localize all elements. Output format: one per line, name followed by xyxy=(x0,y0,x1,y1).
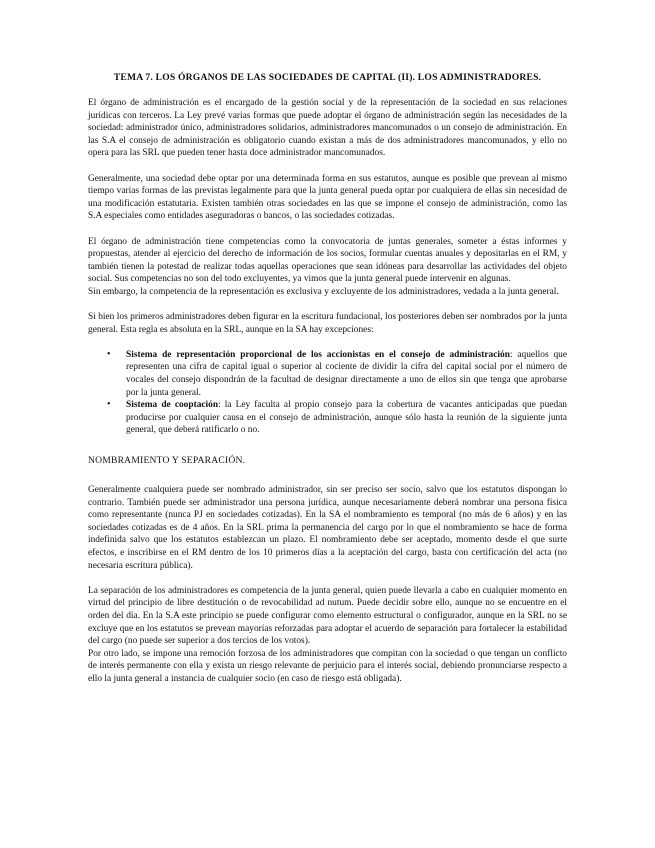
document-title: TEMA 7. LOS ÓRGANOS DE LAS SOCIEDADES DE CAPITAL (II). LOS ADMINISTRADORES. xyxy=(113,72,542,83)
paragraph-representacion: Sin embargo, la competencia de la representación es exclusiva y excluyente de los administradores, vedada a la junta general. xyxy=(88,286,559,297)
bullet-list xyxy=(88,349,567,437)
list-item-text: : aquellos que representen una cifra de capital igual o superior al cociente de dividir la cifra del capital social por el número de vocales del consejo dispondrán de la facultad de designar directamente a uno de ellos sin que tenga que aprobarse por la junta general. xyxy=(126,349,567,398)
list-item xyxy=(107,399,567,437)
section-gap xyxy=(88,437,567,455)
bullet-icon: • xyxy=(107,399,111,411)
paragraph-organo-administracion: El órgano de administración es el encargado de la gestión social y de la representación de la sociedad en sus relaciones jurídicas con terceros. La Ley prevé varias formas que puede adoptar el órgano de administración según las necesidades de la sociedad: administrador único, administradores solidarios, administradores mancomunados o un consejo de administración. En las S.A el consejo de administración es obligatorio cuando existan a más de dos administradores mancomunados, y ello no opera para las SRL que pueden tener hasta doce administrador mancomunados. xyxy=(88,98,567,159)
paragraph-gap xyxy=(88,572,567,585)
paragraph-gap xyxy=(88,336,567,349)
list-item-term: Sistema de cooptación xyxy=(126,400,219,411)
paragraph-gap xyxy=(88,223,567,236)
paragraph-gap xyxy=(88,160,567,173)
section-heading: NOMBRAMIENTO Y SEPARACIÓN. xyxy=(88,455,246,467)
section-gap xyxy=(88,466,567,484)
paragraph-nombramiento: Generalmente cualquiera puede ser nombrado administrador, sin ser preciso ser socio, salvo que los estatutos dispongan lo contrario. También puede ser administrador una persona jurídica, aunque necesariamente deberá nombrar una persona física como representante (nunca PJ en sociedades cotizadas). En la SA el nombramiento es temporal (no más de 6 años) y en las sociedades cotizadas es de 4 años. En la SRL prima la permanencia del cargo por lo que el nombramiento se hace de forma indefinida salvo que los estatutos establezcan un plazo. El nombramiento debe ser aceptado, momento desde el que surte efectos, e inscribirse en el RM dentro de los 10 primeros días a la aceptación del cargo, basta con certificación del acta (no necesaria escritura pública). xyxy=(88,485,567,571)
list-item-text: : la Ley faculta al propio consejo para la cobertura de vacantes anticipadas que puedan producirse por cualquier causa en el consejo de administración, aunque sólo hasta la reunión de la siguiente junta general, que deberá ratificarlo o no. xyxy=(126,400,567,436)
list-item-term: Sistema de representación proporcional de los accionistas en el consejo de administración xyxy=(126,349,510,360)
list-item xyxy=(107,348,567,399)
paragraph-nombramiento-intro: Si bien los primeros administradores deben figurar en la escritura fundacional, los posteriores deben ser nombrados por la junta general. Esta regla es absoluta en la SRL, aunque en la SA hay excepciones: xyxy=(88,312,567,335)
bullet-icon: • xyxy=(107,348,111,360)
paragraph-competencias: El órgano de administración tiene competencias como la convocatoria de juntas generales, someter a éstas informes y propuestas, atender al ejercicio del derecho de información de los socios, formular cuentas anuales y depositarlas en el RM, y también tienen la potestad de realizar todas aquellas operaciones que sean idóneas para desarrollar las actividades del objeto social. Sus competencias no son del todo excluyentes, ya vimos que la junta general puede intervenir en algunas. xyxy=(88,236,567,285)
paragraph-gap xyxy=(88,299,567,312)
paragraph-remocion: Por otro lado, se impone una remoción forzosa de los administradores que compitan con la sociedad o que tengan un conflicto de interés permanente con ella y exista un riesgo relevante de perjuicio para el interés social, debiendo pronunciarse respecto a ello la junta general a instancia de cualquier socio (en caso de riesgo está obligada). xyxy=(88,648,567,684)
paragraph-separacion: La separación de los administradores es competencia de la junta general, quien puede llevarla a cabo en cualquier momento en virtud del principio de libre destitución o de revocabilidad ad nutum. Puede decidir sobre ello, aunque no se encuentre en el orden del día. En la S.A este principio se puede configurar como elemento estructural o configurador, aunque en la SRL no se excluye que en los estatutos se prevean mayorías reforzadas para adoptar el acuerdo de separación para fortalecer la estabilidad del cargo (no puede ser superior a dos tercios de los votos). xyxy=(88,585,567,647)
paragraph-forma-estatutos: Generalmente, una sociedad debe optar por una determinada forma en sus estatutos, aunque es posible que prevean al mismo tiempo varias formas de las previstas legalmente para que la junta general pueda optar por cualquiera de ellas sin necesidad de una modificación estatutaria. Existen también otras sociedades en las que se impone el consejo de administración, como las S.A especiales como entidades aseguradoras o bancos, o las sociedades cotizadas. xyxy=(88,173,567,222)
